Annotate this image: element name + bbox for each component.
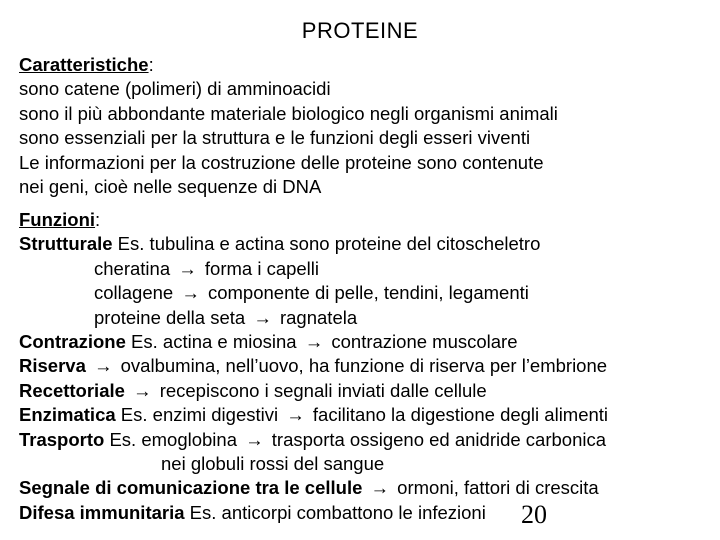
function-signal-result: ormoni, fattori di crescita <box>397 477 599 499</box>
function-immune-term: Difesa immunitaria <box>19 501 185 523</box>
structural-example-1-result: forma i capelli <box>204 257 320 279</box>
characteristics-line-5: nei geni, cioè nelle sequenze di DNA <box>19 175 322 197</box>
function-contraction-term: Contrazione <box>19 330 126 352</box>
function-signal <box>19 476 608 500</box>
characteristics-heading: Caratteristiche <box>19 54 149 75</box>
characteristics-line-4: Le informazioni per la costruzione delle proteine sono contenute <box>19 151 544 173</box>
function-enzymatic <box>19 403 608 427</box>
function-structural-text: Es. tubulina e actina sono proteine del citoscheletro <box>112 233 541 255</box>
characteristics-line-3: sono essenziali per la struttura e le funzioni degli esseri viventi <box>19 127 531 149</box>
structural-example-2-subject: collagene <box>94 282 174 304</box>
functions-section <box>19 208 608 525</box>
arrow-icon: → <box>94 355 113 377</box>
function-receptor-result: recepiscono i segnali inviati dalle cellule <box>159 379 487 401</box>
function-structural-term: Strutturale <box>19 233 113 255</box>
arrow-icon: → <box>133 379 152 401</box>
function-reserve-term: Riserva <box>19 355 86 377</box>
function-transport-term: Trasporto <box>19 428 105 450</box>
function-receptor <box>19 379 608 403</box>
arrow-icon: → <box>304 330 324 352</box>
structural-example-3-result: ragnatela <box>279 306 358 328</box>
structural-example-3-subject: proteine della seta <box>94 306 246 328</box>
function-enzymatic-result: facilitano la digestione degli alimenti <box>312 404 609 426</box>
functions-heading: Funzioni <box>19 209 96 230</box>
characteristics-heading-colon: : <box>148 54 154 75</box>
function-receptor-term: Recettoriale <box>19 379 125 401</box>
function-transport-result: trasporta ossigeno ed anidride carbonica <box>271 428 607 450</box>
page-number: 20 <box>521 500 547 529</box>
structural-example-3 <box>19 306 608 330</box>
characteristics-heading-line <box>19 53 558 77</box>
function-structural <box>19 232 608 256</box>
slide-title: PROTEINE <box>301 18 419 43</box>
function-transport <box>19 428 608 452</box>
structural-example-2-result: componente di pelle, tendini, legamenti <box>207 282 529 304</box>
function-enzymatic-example: Es. enzimi digestivi <box>115 404 279 426</box>
arrow-icon: → <box>370 477 390 499</box>
arrow-icon: → <box>253 306 272 328</box>
function-transport-continuation: nei globuli rossi del sangue <box>161 452 385 474</box>
characteristics-section <box>19 53 558 199</box>
structural-example-2 <box>19 281 608 305</box>
arrow-icon: → <box>178 257 197 279</box>
arrow-icon: → <box>181 282 200 304</box>
structural-example-1 <box>19 257 608 281</box>
function-reserve-result: ovalbumina, nell’uovo, ha funzione di riserva per l’embrione <box>120 355 608 377</box>
arrow-icon: → <box>286 404 305 426</box>
arrow-icon: → <box>245 428 264 450</box>
function-signal-term: Segnale di comunicazione tra le cellule <box>19 477 363 499</box>
functions-heading-colon: : <box>95 209 101 230</box>
structural-example-1-subject: cheratina <box>94 257 171 279</box>
function-contraction-example: Es. actina e miosina <box>125 330 297 352</box>
functions-heading-line <box>19 208 608 232</box>
function-immune <box>19 501 608 525</box>
characteristics-line-2: sono il più abbondante materiale biologico negli organismi animali <box>19 102 558 124</box>
characteristics-line-1: sono catene (polimeri) di amminoacidi <box>19 78 331 100</box>
function-contraction <box>19 330 608 354</box>
function-transport-example: Es. emoglobina <box>104 428 237 450</box>
function-reserve <box>19 354 608 378</box>
function-enzymatic-term: Enzimatica <box>19 404 116 426</box>
function-immune-text: Es. anticorpi combattono le infezioni <box>184 501 486 523</box>
function-contraction-result: contrazione muscolare <box>331 330 518 352</box>
